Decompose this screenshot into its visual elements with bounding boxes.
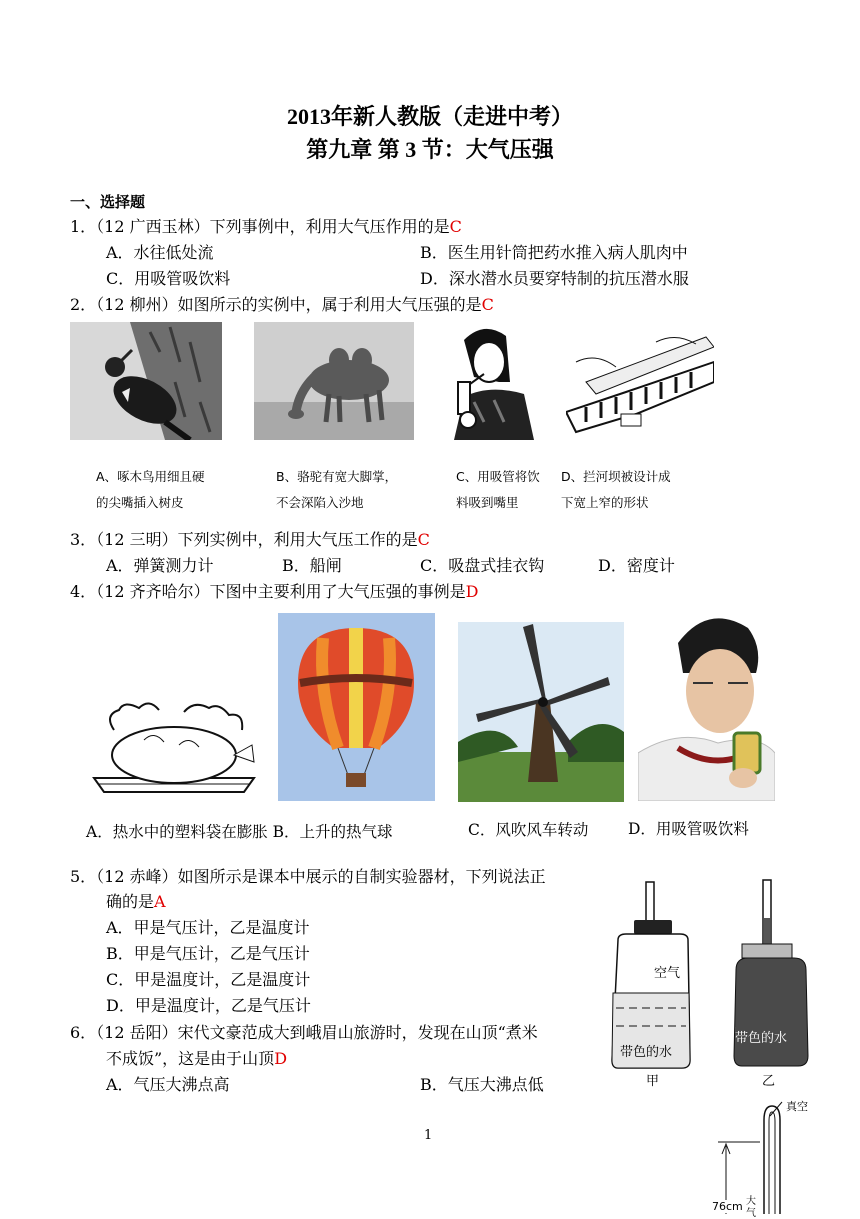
label-air: 空气 [654, 966, 681, 981]
q1-option-a: A．水往低处流 [106, 243, 214, 262]
q1-answer: C [449, 217, 462, 236]
q3-answer: C [417, 530, 430, 549]
boy-drinking-image [638, 603, 775, 801]
q2-caption-d-line2: 下宽上窄的形状 [561, 495, 649, 510]
q1-option-c: C．用吸管吸饮料 [106, 269, 231, 288]
windmill-image [458, 622, 624, 802]
q4-caption-ab: A．热水中的塑料袋在膨胀 B．上升的热气球 [86, 823, 393, 841]
q6-option-a: A．气压大沸点高 [106, 1075, 230, 1094]
q3-option-a: A．弹簧测力计 [106, 556, 214, 575]
q2-caption-a-line2: 的尖嘴插入树皮 [96, 495, 184, 510]
q3-option-c: C．吸盘式挂衣钩 [420, 556, 545, 575]
q2-answer: C [481, 295, 494, 314]
label-vacuum: 真空 [786, 1100, 808, 1113]
q3-option-b: B．船闸 [282, 556, 342, 575]
label-76cm: 76cm [712, 1200, 743, 1213]
q2-caption-b-line1: B、骆驼有宽大脚掌， [276, 469, 398, 484]
girl-straw-image [444, 322, 538, 440]
label-yi: 乙 [762, 1074, 776, 1089]
q1-option-b: B．医生用针筒把药水推入病人肌肉中 [420, 243, 688, 262]
page-number: 1 [424, 1128, 433, 1143]
page-title: 2013年新人教版（走进中考） [286, 104, 573, 129]
q6-answer: D [274, 1049, 288, 1068]
hot-air-balloon-image [278, 613, 435, 801]
q2-caption-a-line1: A、啄木鸟用细且硬 [96, 469, 205, 484]
q5-option-b: B．甲是气压计，乙是气压计 [106, 944, 310, 963]
q5-option-c: C．甲是温度计，乙是温度计 [106, 970, 311, 989]
q1-stem: 1．（12 广西玉林）下列事例中，利用大气压作用的是C [70, 217, 462, 236]
q2-stem: 2．（12 柳州）如图所示的实例中，属于利用大气压强的是C [70, 295, 494, 314]
label-atmosphere-2: 气 [746, 1208, 756, 1219]
camel-image [254, 322, 414, 440]
woodpecker-image [70, 322, 222, 440]
q4-caption-c: C．风吹风车转动 [468, 821, 589, 839]
label-colored-water-yi: 带色的水 [735, 1027, 787, 1046]
q6-option-b: B．气压大沸点低 [420, 1075, 544, 1094]
label-jia: 甲 [646, 1074, 660, 1089]
q6-stem-line1: 6．（12 岳阳）宋代文豪范成大到峨眉山旅游时，发现在山顶“煮米 [70, 1023, 538, 1042]
q5-answer: A [154, 892, 166, 911]
q5-option-d: D．甲是温度计，乙是气压计 [106, 996, 311, 1015]
q6-stem-line2: 不成饭”，这是由于山顶D [106, 1049, 288, 1068]
dam-image [566, 322, 714, 440]
q5-stem-line1: 5．（12 赤峰）如图所示是课本中展示的自制实验器材，下列说法正 [70, 867, 546, 886]
q3-stem: 3．（12 三明）下列实例中，利用大气压工作的是C [70, 530, 430, 549]
q4-answer: D [465, 582, 479, 601]
plastic-bag-hot-water-image [84, 700, 264, 800]
q3-option-d: D．密度计 [598, 556, 675, 575]
q4-caption-d: D．用吸管吸饮料 [628, 820, 749, 838]
section-heading: 一、选择题 [70, 193, 146, 211]
q2-caption-b-line2: 不会深陷入沙地 [276, 495, 364, 510]
label-atmosphere-1: 大 [746, 1196, 756, 1207]
label-colored-water-jia: 带色的水 [620, 1045, 673, 1060]
q5-option-a: A．甲是气压计，乙是温度计 [106, 918, 310, 937]
q2-caption-d-line1: D、拦河坝被设计成 [561, 469, 671, 484]
q1-option-d: D．深水潜水员要穿特制的抗压潜水服 [420, 269, 689, 288]
q2-caption-c-line2: 料吸到嘴里 [456, 495, 519, 510]
q4-stem: 4．（12 齐齐哈尔）下图中主要利用了大气压强的事例是D [70, 582, 479, 601]
q5-stem-line2: 确的是A [106, 892, 166, 911]
page-subtitle: 第九章 第 3 节：大气压强 [306, 137, 554, 162]
q2-caption-c-line1: C、用吸管将饮 [456, 469, 540, 484]
